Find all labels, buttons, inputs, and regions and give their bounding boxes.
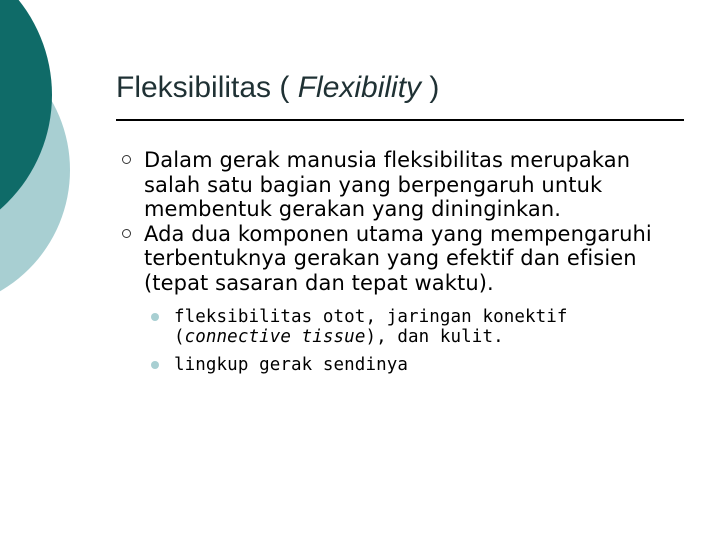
bullet-item: [116, 222, 676, 376]
title-suffix: ): [421, 71, 440, 104]
sub-bullet-text: lingkup gerak sendinya: [174, 355, 408, 375]
sub-bullet-text-italic: connective tissue: [184, 327, 366, 347]
hollow-circle-bullet-icon: [122, 155, 131, 164]
sub-bullet-item: [144, 355, 669, 375]
bullet-text: Ada dua komponen utama yang mempengaruhi terbentuknya gerakan yang efektif dan efisien (tepat sasaran dan tepat waktu).: [144, 221, 652, 295]
sub-bullet-text-start: fleksibilitas otot, jaringan konektif (: [174, 307, 568, 347]
title-italic: Flexibility: [297, 71, 422, 104]
filled-circle-bullet-icon: [151, 313, 159, 321]
sub-bullet-text-end: ), dan kulit.: [365, 327, 504, 347]
sub-bullet-list: [144, 307, 676, 375]
bullet-list: [116, 148, 676, 383]
sub-bullet-item: [144, 307, 669, 347]
decorative-circles: [0, 0, 120, 300]
title-prefix: Fleksibilitas (: [116, 71, 298, 104]
filled-circle-bullet-icon: [151, 361, 159, 369]
bullet-item: [116, 148, 676, 222]
title-underline: [116, 119, 684, 121]
slide-title: [116, 68, 439, 108]
hollow-circle-bullet-icon: [122, 229, 131, 238]
bullet-text: Dalam gerak manusia fleksibilitas merupakan salah satu bagian yang berpengaruh untuk membentuk gerakan yang dininginkan.: [144, 148, 631, 221]
